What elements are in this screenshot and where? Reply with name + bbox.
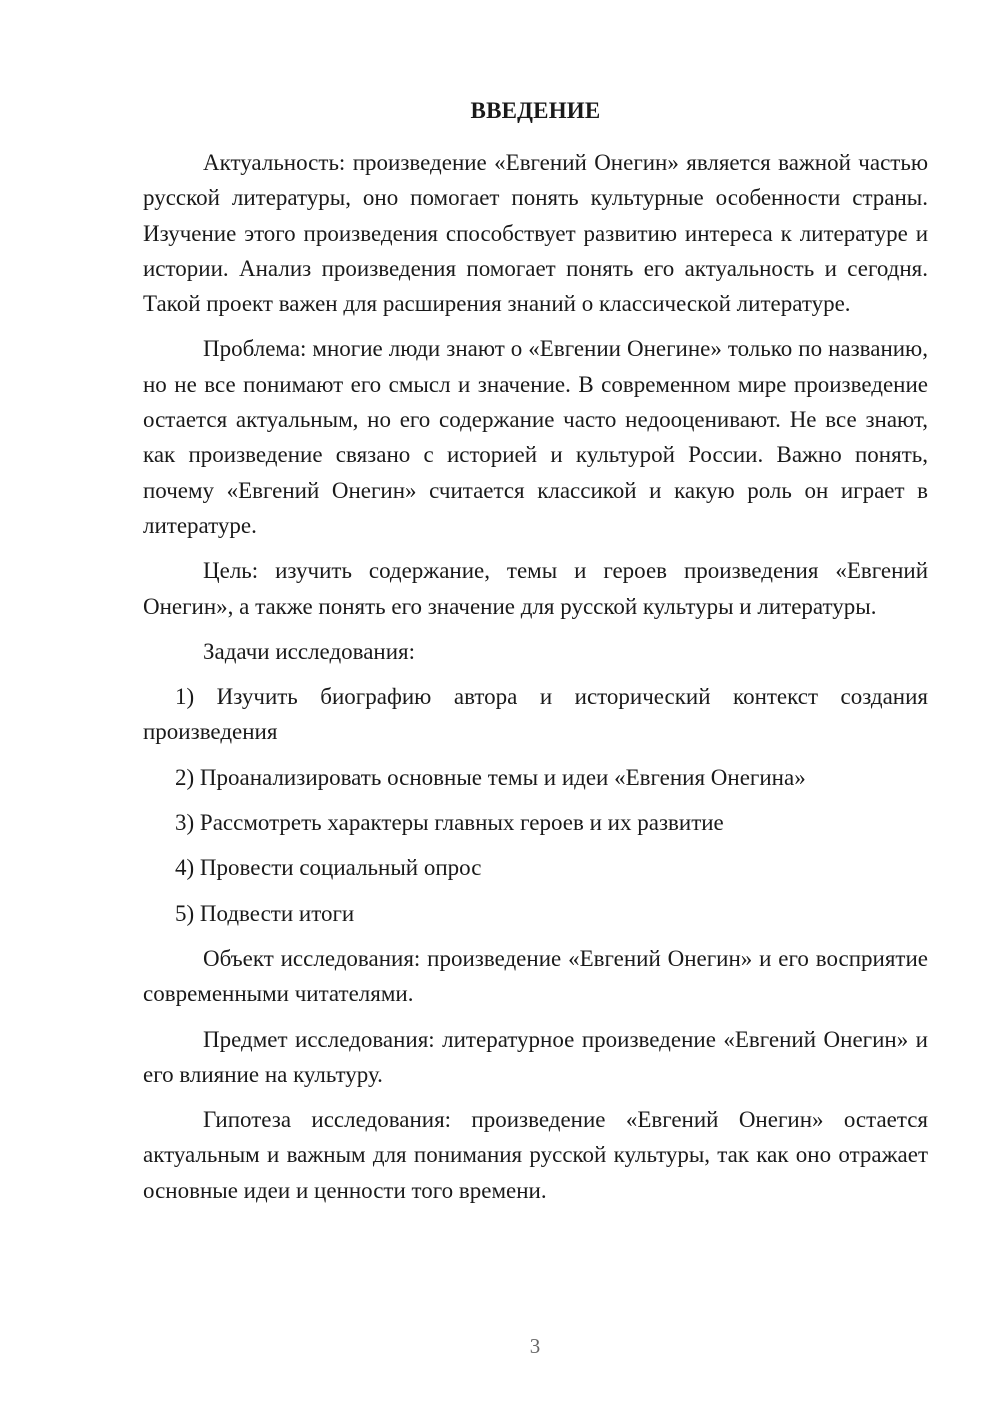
task-item: 2) Проанализировать основные темы и идеи «Евгения Онегина» — [175, 764, 806, 790]
task-item: 4) Провести социальный опрос — [175, 855, 482, 881]
problem-paragraph: Проблема: многие люди знают о «Евгении Онегине» только по названию, но не все понимают его смысл и значение. В современном мире произведение остается актуальным, но его содержание часто недооценивают. Не все знают, как произведение связано с историей и культурой России. Важно понять, почему «Евгений Онегин» считается классикой и какую роль он играет в литературе. — [143, 336, 928, 538]
object-paragraph: Объект исследования: произведение «Евгений Онегин» и его восприятие современными читателями. — [143, 945, 928, 1007]
goal-paragraph: Цель: изучить содержание, темы и героев произведения «Евгений Онегин», а также понять его значение для русской культуры и литературы. — [143, 558, 928, 619]
hypothesis-paragraph: Гипотеза исследования: произведение «Евгений Онегин» остается актуальным и важным для понимания русской культуры, так как оно отражает основные идеи и ценности того времени. — [143, 1107, 928, 1203]
page-number: 3 — [529, 1334, 541, 1358]
task-item: 5) Подвести итоги — [175, 900, 355, 926]
task-item: 3) Рассмотреть характеры главных героев и их развитие — [175, 810, 724, 836]
document-page — [143, 96, 928, 1218]
tasks-heading: Задачи исследования: — [203, 638, 416, 664]
page-title: ВВЕДЕНИЕ — [470, 98, 601, 123]
subject-paragraph: Предмет исследования: литературное произведение «Евгений Онегин» и его влияние на культуру. — [143, 1026, 928, 1087]
task-item: 1) Изучить биографию автора и исторический контекст создания произведения — [143, 684, 928, 745]
relevance-paragraph: Актуальность: произведение «Евгений Онегин» является важной частью русской литературы, оно помогает понять культурные особенности страны. Изучение этого произведения способствует развитию интереса к литературе и истории. Анализ произведения помогает понять его актуальность и сегодня. Такой проект важен для расширения знаний о классической литературе. — [143, 150, 928, 317]
tasks-list — [143, 679, 928, 931]
